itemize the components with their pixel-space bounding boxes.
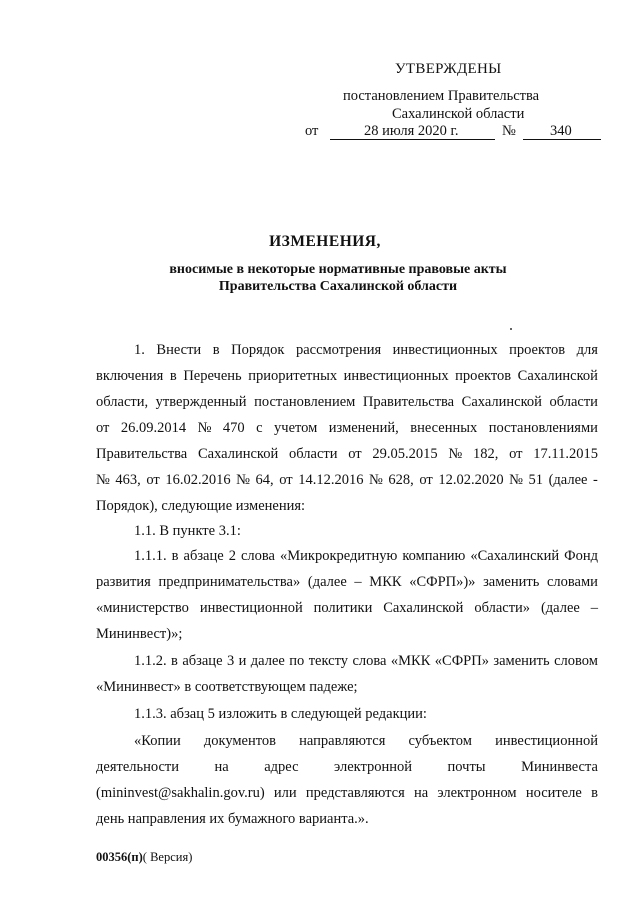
paragraph-4 (96, 648, 598, 700)
word: на (413, 785, 429, 801)
word: на (214, 759, 229, 775)
word: «Сахалинский (470, 548, 560, 564)
word: почты (447, 759, 486, 775)
word: «министерство (96, 600, 189, 616)
word: (далее (540, 600, 580, 616)
paragraph-2 (96, 518, 598, 544)
word: постановлением (254, 394, 356, 410)
word: 29.05.2015 (372, 446, 438, 462)
justified-line (96, 569, 598, 595)
word: «СФРП» (434, 653, 489, 669)
document-title: ИЗМЕНЕНИЯ, (269, 233, 381, 250)
word: от (146, 472, 160, 488)
number-label: № (502, 123, 516, 139)
word: № (509, 472, 523, 488)
word: заменить (493, 653, 550, 669)
document-subtitle-line-1: вносимые в некоторые нормативные правовые акты (169, 262, 507, 277)
word: области, (96, 394, 149, 410)
word: инвестиционной (199, 600, 303, 616)
word: учетом (274, 420, 318, 436)
word: направляются (299, 733, 386, 749)
word: 463, (115, 472, 141, 488)
word: 628, (388, 472, 414, 488)
word: заменить (483, 574, 540, 590)
word: далее (250, 653, 285, 669)
word: развития (96, 574, 151, 590)
word: от (348, 446, 362, 462)
word: от (96, 420, 110, 436)
word: «Микрокредитную (280, 548, 398, 564)
word: Порядок (231, 342, 285, 358)
word: «СФРП»)» (409, 574, 476, 590)
word: – (354, 574, 362, 590)
word: - (593, 472, 598, 488)
word: Мининвеста (521, 759, 598, 775)
word: инвестиционных (343, 368, 449, 384)
word: адрес (264, 759, 299, 775)
paragraph-3-last-line: Мининвест)»; (96, 626, 183, 642)
word: носителе (525, 785, 582, 801)
justified-line (96, 728, 598, 754)
word: внесенных (410, 420, 478, 436)
word: приоритетных (248, 368, 338, 384)
word: предпринимательства» (158, 574, 301, 590)
word: словами (546, 574, 598, 590)
word: постановлениями (488, 420, 598, 436)
scan-dot (510, 328, 512, 330)
word: в (169, 368, 177, 384)
word: документов (203, 733, 276, 749)
justified-line (96, 595, 598, 621)
word: инвестиционных (392, 342, 498, 358)
word: (далее (307, 574, 347, 590)
word: политики (313, 600, 373, 616)
word: рассмотрения (295, 342, 382, 358)
word: утвержденный (155, 394, 247, 410)
justified-line (96, 337, 598, 363)
word: «МКК (390, 653, 431, 669)
word: Сахалинской (461, 394, 542, 410)
from-label: от (305, 123, 319, 139)
word: в (591, 785, 598, 801)
word: области» (474, 600, 531, 616)
word: (далее (548, 472, 588, 488)
word: № (197, 420, 212, 436)
word: в (171, 653, 178, 669)
word: словом (554, 653, 598, 669)
word: по (289, 653, 305, 669)
word: 64, (255, 472, 274, 488)
word: электронной (334, 759, 413, 775)
word: от (509, 446, 523, 462)
justified-line (96, 441, 598, 467)
word: 51 (528, 472, 544, 488)
word: № (369, 472, 383, 488)
justified-line (96, 754, 598, 780)
word: и (238, 653, 247, 669)
word: № (236, 472, 250, 488)
document-code (96, 850, 192, 865)
word: Внести (156, 342, 202, 358)
word: с (256, 420, 263, 436)
paragraph-5-line: 1.1.3. абзац 5 изложить в следующей редакции: (134, 706, 427, 722)
paragraph-6 (96, 728, 598, 832)
paragraph-6-last-line: день направления их бумажного варианта.». (96, 811, 369, 827)
word: МКК (369, 574, 402, 590)
word: абзаце (182, 653, 223, 669)
approval-line-2: Сахалинской области (392, 106, 525, 122)
paragraph-2-line: 1.1. В пункте 3.1: (134, 523, 241, 539)
document-version: ( Версия) (142, 850, 193, 864)
word: 1.1.2. (134, 653, 167, 669)
word: Правительства (96, 446, 188, 462)
word: – (590, 600, 598, 616)
word: инвестиционной (495, 733, 598, 749)
word: или (273, 785, 297, 801)
date-field (330, 123, 495, 140)
justified-line (96, 389, 598, 415)
document-subtitle-line-2: Правительства Сахалинской области (218, 279, 458, 294)
word: 1. (134, 342, 145, 358)
word: 16.02.2016 (165, 472, 231, 488)
approval-line-1: постановлением Правительства (343, 88, 540, 104)
document-code-number: 00356(п) (96, 850, 143, 864)
justified-line (96, 363, 598, 389)
word: 2 (228, 548, 236, 564)
paragraph-1-last-line: Порядок), следующие изменения: (96, 498, 306, 514)
word: от (419, 472, 433, 488)
word: «Копии (134, 733, 181, 749)
word: субъектом (408, 733, 472, 749)
justified-line (96, 648, 598, 674)
number-field (523, 123, 601, 140)
word: изменений, (328, 420, 399, 436)
word: абзаце (183, 548, 224, 564)
approval-title: УТВЕРЖДЕНЫ (395, 61, 502, 77)
word: 1.1.1. (134, 548, 167, 564)
word: 12.02.2020 (438, 472, 504, 488)
word: слова (240, 548, 275, 564)
justified-line (96, 415, 598, 441)
word: Сахалинской (198, 446, 279, 462)
word: для (576, 342, 598, 358)
word: тексту (308, 653, 349, 669)
paragraph-5 (96, 701, 598, 727)
word: Правительства (362, 394, 455, 410)
paragraph-1 (96, 337, 598, 519)
word: компанию (402, 548, 466, 564)
paragraph-3 (96, 543, 598, 647)
word: № (96, 472, 110, 488)
justified-line (96, 780, 598, 806)
approval-date: 28 июля 2020 г. (364, 123, 459, 139)
word: представляются (305, 785, 405, 801)
word: 14.12.2016 (298, 472, 364, 488)
approval-number: 340 (550, 123, 572, 139)
word: проектов (455, 368, 512, 384)
word: 3 (226, 653, 235, 669)
word: Сахалинской (517, 368, 598, 384)
word: Фонд (564, 548, 598, 564)
justified-line (96, 543, 598, 569)
word: включения (96, 368, 164, 384)
justified-line (96, 467, 598, 493)
word: Перечень (183, 368, 242, 384)
word: области (549, 394, 598, 410)
word: 470 (222, 420, 245, 436)
word: проектов (509, 342, 566, 358)
paragraph-4-last-line: «Мининвест» в соответствующем падеже; (96, 679, 358, 695)
word: электронном (437, 785, 517, 801)
word: слова (352, 653, 387, 669)
word: от (279, 472, 293, 488)
word: 17.11.2015 (533, 446, 598, 462)
word: в (171, 548, 179, 564)
word: (mininvest@sakhalin.gov.ru) (96, 785, 265, 801)
word: Сахалинской (383, 600, 464, 616)
word: № (448, 446, 463, 462)
word: в (212, 342, 220, 358)
word: 26.09.2014 (120, 420, 187, 436)
word: области (289, 446, 338, 462)
word: деятельности (96, 759, 180, 775)
word: 182, (472, 446, 499, 462)
